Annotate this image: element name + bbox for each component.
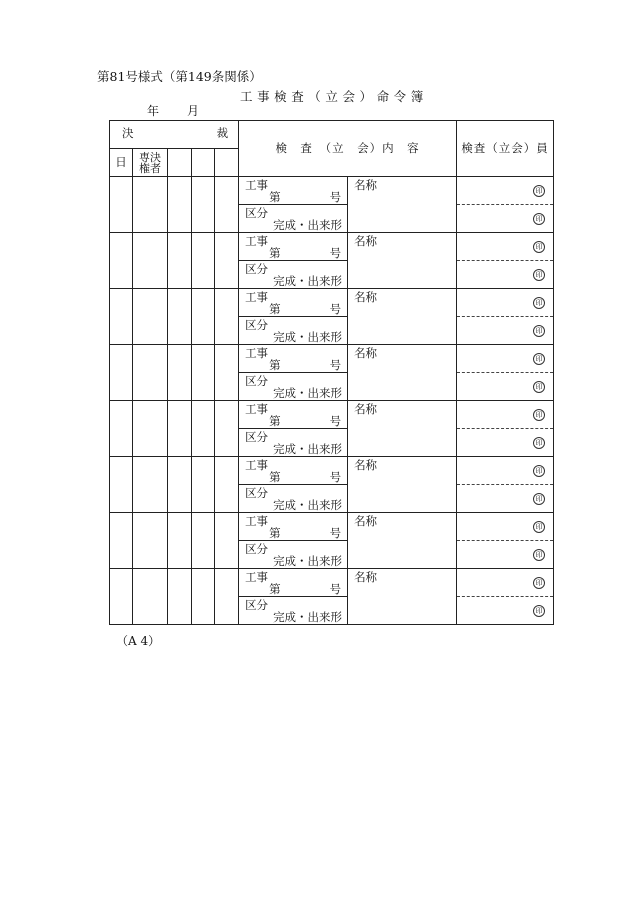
work-number-cell[interactable] [239, 401, 348, 429]
entry-day-cell[interactable] [110, 457, 133, 513]
entry-approval-cell[interactable] [215, 289, 239, 345]
dai-label: 第 [269, 470, 281, 484]
entry-approval-cell[interactable] [168, 289, 192, 345]
name-label: 名称 [354, 402, 378, 416]
entry-approval-cell[interactable] [215, 345, 239, 401]
inspector-seal-cell[interactable] [457, 485, 554, 513]
entry-senketsu-cell[interactable] [133, 289, 168, 345]
entry-approval-cell[interactable] [192, 401, 215, 457]
seal-icon: 印 [533, 353, 545, 365]
class-cell[interactable] [239, 485, 348, 513]
entry-approval-cell[interactable] [215, 569, 239, 625]
entry-senketsu-cell[interactable] [133, 569, 168, 625]
approval-seal-cell[interactable] [168, 149, 192, 177]
go-label: 号 [329, 526, 342, 540]
form-title: 工 事 検 査 （ 立 会 ） 命 令 簿 [240, 89, 424, 104]
class-value: 完成・出来形 [273, 218, 343, 232]
entry-day-cell[interactable] [110, 233, 133, 289]
entry-day-cell[interactable] [110, 569, 133, 625]
class-value: 完成・出来形 [273, 274, 343, 288]
work-name-cell[interactable] [348, 289, 457, 345]
dai-label: 第 [269, 190, 281, 204]
name-label: 名称 [354, 234, 378, 248]
seal-icon: 印 [533, 325, 545, 337]
work-number-cell[interactable] [239, 177, 348, 205]
class-value: 完成・出来形 [273, 386, 343, 400]
work-label: 工事 [245, 514, 269, 528]
entry-approval-cell[interactable] [168, 345, 192, 401]
inspector-seal-cell[interactable] [457, 457, 554, 485]
seal-icon: 印 [533, 213, 545, 225]
entry-day-cell[interactable] [110, 289, 133, 345]
inspector-seal-cell[interactable] [457, 429, 554, 457]
seal-icon: 印 [533, 269, 545, 281]
name-label: 名称 [354, 570, 378, 584]
seal-icon: 印 [533, 577, 545, 589]
entry-row [110, 457, 554, 485]
dai-label: 第 [269, 302, 281, 316]
entry-approval-cell[interactable] [192, 177, 215, 233]
seal-icon: 印 [533, 437, 545, 449]
seal-icon: 印 [533, 521, 545, 533]
class-label: 区分 [245, 486, 269, 500]
seal-icon: 印 [533, 465, 545, 477]
inspector-seal-cell[interactable] [457, 597, 554, 625]
month-label: 月 [187, 104, 200, 118]
entry-row [110, 233, 554, 261]
entry-approval-cell[interactable] [192, 513, 215, 569]
inspector-seal-cell[interactable] [457, 317, 554, 345]
entry-approval-cell[interactable] [168, 177, 192, 233]
entry-approval-cell[interactable] [192, 233, 215, 289]
inspector-header: 検査（立会）員 [457, 121, 554, 177]
name-label: 名称 [354, 514, 378, 528]
work-name-cell[interactable] [348, 569, 457, 625]
inspector-seal-cell[interactable] [457, 569, 554, 597]
name-label: 名称 [354, 346, 378, 360]
entry-approval-cell[interactable] [215, 233, 239, 289]
class-value: 完成・出来形 [273, 498, 343, 512]
work-number-cell[interactable] [239, 289, 348, 317]
class-cell[interactable] [239, 205, 348, 233]
dai-label: 第 [269, 582, 281, 596]
form-number: 第81号様式（第149条関係） [97, 69, 262, 84]
seal-icon: 印 [533, 381, 545, 393]
seal-icon: 印 [533, 549, 545, 561]
inspector-seal-cell[interactable] [457, 401, 554, 429]
inspector-seal-cell[interactable] [457, 205, 554, 233]
approval-header [110, 121, 239, 149]
work-number-cell[interactable] [239, 345, 348, 373]
class-value: 完成・出来形 [273, 610, 343, 624]
class-cell[interactable] [239, 373, 348, 401]
go-label: 号 [329, 190, 342, 204]
entry-day-cell[interactable] [110, 345, 133, 401]
class-label: 区分 [245, 598, 269, 612]
dai-label: 第 [269, 358, 281, 372]
class-cell[interactable] [239, 317, 348, 345]
class-label: 区分 [245, 318, 269, 332]
work-label: 工事 [245, 570, 269, 584]
entry-row [110, 569, 554, 597]
approval-seal-cell[interactable] [192, 149, 215, 177]
year-month [147, 102, 199, 119]
entry-row [110, 401, 554, 429]
senketsu-header [133, 149, 168, 177]
class-cell[interactable] [239, 261, 348, 289]
class-cell[interactable] [239, 597, 348, 625]
seal-icon: 印 [533, 185, 545, 197]
work-name-cell[interactable] [348, 345, 457, 401]
go-label: 号 [329, 302, 342, 316]
work-number-cell[interactable] [239, 513, 348, 541]
seal-icon: 印 [533, 493, 545, 505]
go-label: 号 [329, 358, 342, 372]
work-label: 工事 [245, 458, 269, 472]
work-label: 工事 [245, 290, 269, 304]
entry-approval-cell[interactable] [215, 513, 239, 569]
content-header: 検 査 （立 会）内 容 [239, 121, 457, 177]
inspector-seal-cell[interactable] [457, 289, 554, 317]
work-label: 工事 [245, 346, 269, 360]
class-value: 完成・出来形 [273, 554, 343, 568]
entry-day-cell[interactable] [110, 513, 133, 569]
seal-icon: 印 [533, 241, 545, 253]
entry-approval-cell[interactable] [168, 457, 192, 513]
go-label: 号 [329, 582, 342, 596]
work-name-cell[interactable] [348, 177, 457, 233]
class-cell[interactable] [239, 541, 348, 569]
senketsu-line2: 権者 [139, 161, 161, 175]
inspector-seal-cell[interactable] [457, 541, 554, 569]
entry-approval-cell[interactable] [168, 569, 192, 625]
entry-senketsu-cell[interactable] [133, 177, 168, 233]
approval-seal-cell[interactable] [215, 149, 239, 177]
entry-approval-cell[interactable] [192, 569, 215, 625]
seal-icon: 印 [533, 297, 545, 309]
entry-row [110, 345, 554, 373]
class-label: 区分 [245, 542, 269, 556]
entry-row [110, 513, 554, 541]
go-label: 号 [329, 470, 342, 484]
inspector-seal-cell[interactable] [457, 345, 554, 373]
entry-row [110, 289, 554, 317]
dai-label: 第 [269, 414, 281, 428]
paper-size: （A 4） [116, 634, 161, 648]
work-name-cell[interactable] [348, 401, 457, 457]
work-label: 工事 [245, 178, 269, 192]
name-label: 名称 [354, 458, 378, 472]
entry-approval-cell[interactable] [168, 233, 192, 289]
work-name-cell[interactable] [348, 233, 457, 289]
go-label: 号 [329, 246, 342, 260]
day-header: 日 [110, 149, 133, 177]
work-label: 工事 [245, 402, 269, 416]
inspector-seal-cell[interactable] [457, 233, 554, 261]
dai-label: 第 [269, 526, 281, 540]
entry-senketsu-cell[interactable] [133, 345, 168, 401]
entry-approval-cell[interactable] [215, 457, 239, 513]
class-label: 区分 [245, 206, 269, 220]
inspection-order-table [109, 120, 554, 625]
class-value: 完成・出来形 [273, 330, 343, 344]
work-number-cell[interactable] [239, 569, 348, 597]
entry-senketsu-cell[interactable] [133, 233, 168, 289]
entry-approval-cell[interactable] [215, 401, 239, 457]
dai-label: 第 [269, 246, 281, 260]
inspector-seal-cell[interactable] [457, 177, 554, 205]
senketsu-line1: 専決 [139, 150, 161, 164]
work-name-cell[interactable] [348, 513, 457, 569]
approval-header-left: 決 [122, 126, 134, 140]
entry-approval-cell[interactable] [192, 345, 215, 401]
entry-day-cell[interactable] [110, 401, 133, 457]
entry-approval-cell[interactable] [192, 289, 215, 345]
class-value: 完成・出来形 [273, 442, 343, 456]
entry-senketsu-cell[interactable] [133, 457, 168, 513]
work-name-cell[interactable] [348, 457, 457, 513]
inspector-seal-cell[interactable] [457, 513, 554, 541]
go-label: 号 [329, 414, 342, 428]
inspector-seal-cell[interactable] [457, 373, 554, 401]
class-cell[interactable] [239, 429, 348, 457]
entry-senketsu-cell[interactable] [133, 513, 168, 569]
work-label: 工事 [245, 234, 269, 248]
work-number-cell[interactable] [239, 457, 348, 485]
seal-icon: 印 [533, 409, 545, 421]
entry-senketsu-cell[interactable] [133, 401, 168, 457]
work-number-cell[interactable] [239, 233, 348, 261]
entry-approval-cell[interactable] [168, 401, 192, 457]
name-label: 名称 [354, 178, 378, 192]
entry-row [110, 177, 554, 205]
class-label: 区分 [245, 430, 269, 444]
seal-icon: 印 [533, 605, 545, 617]
year-label: 年 [147, 104, 160, 118]
entry-approval-cell[interactable] [192, 457, 215, 513]
name-label: 名称 [354, 290, 378, 304]
approval-header-right: 裁 [216, 126, 229, 140]
inspector-seal-cell[interactable] [457, 261, 554, 289]
entry-approval-cell[interactable] [215, 177, 239, 233]
entry-approval-cell[interactable] [168, 513, 192, 569]
class-label: 区分 [245, 374, 269, 388]
entry-day-cell[interactable] [110, 177, 133, 233]
class-label: 区分 [245, 262, 269, 276]
